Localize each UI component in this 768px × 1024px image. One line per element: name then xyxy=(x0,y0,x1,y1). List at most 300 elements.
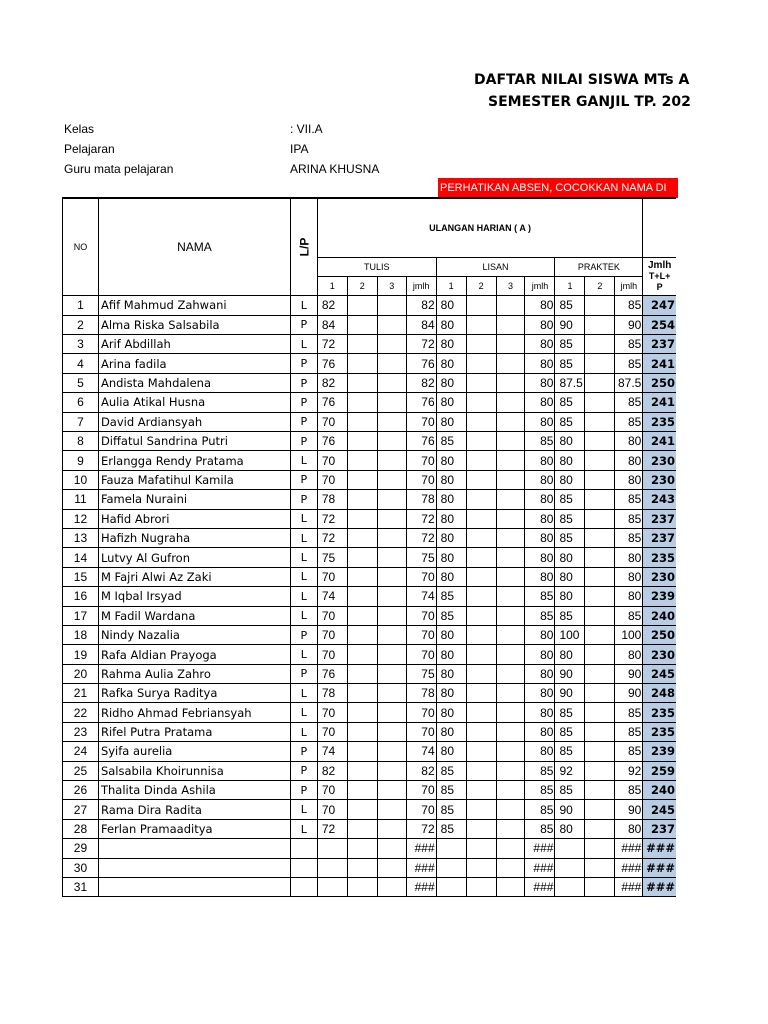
cell-no[interactable]: 8 xyxy=(63,432,99,451)
cell-empty[interactable] xyxy=(347,335,377,354)
cell-empty[interactable] xyxy=(466,819,496,838)
cell-empty[interactable] xyxy=(585,606,615,625)
cell-tj[interactable]: 70 xyxy=(406,567,436,586)
cell-l1[interactable] xyxy=(436,839,466,858)
cell-t1[interactable]: 72 xyxy=(317,528,347,547)
cell-t1[interactable]: 70 xyxy=(317,470,347,489)
cell-empty[interactable] xyxy=(466,839,496,858)
cell-tj[interactable]: 70 xyxy=(406,412,436,431)
cell-empty[interactable] xyxy=(377,684,406,703)
cell-no[interactable]: 10 xyxy=(63,470,99,489)
cell-lj[interactable]: 85 xyxy=(525,800,555,819)
cell-empty[interactable] xyxy=(585,528,615,547)
cell-empty[interactable] xyxy=(496,451,525,470)
cell-tot[interactable]: 245 xyxy=(643,664,676,683)
cell-tot[interactable]: 241 xyxy=(643,354,676,373)
cell-no[interactable]: 19 xyxy=(63,645,99,664)
cell-no[interactable]: 7 xyxy=(63,412,99,431)
cell-empty[interactable] xyxy=(585,490,615,509)
cell-nama[interactable]: Rama Dira Radita xyxy=(98,800,290,819)
cell-l1[interactable]: 80 xyxy=(436,567,466,586)
cell-l1[interactable]: 85 xyxy=(436,819,466,838)
cell-tj[interactable]: 75 xyxy=(406,548,436,567)
cell-nama[interactable]: Arif Abdillah xyxy=(98,335,290,354)
cell-lp[interactable]: L xyxy=(290,684,317,703)
cell-empty[interactable] xyxy=(585,296,615,315)
cell-nama[interactable]: Ridho Ahmad Febriansyah xyxy=(98,703,290,722)
cell-t1[interactable] xyxy=(317,858,347,877)
cell-tot[interactable]: 241 xyxy=(643,393,676,412)
cell-empty[interactable] xyxy=(377,781,406,800)
cell-t1[interactable]: 76 xyxy=(317,354,347,373)
cell-empty[interactable] xyxy=(496,548,525,567)
cell-tj[interactable]: 72 xyxy=(406,819,436,838)
cell-pj[interactable]: 87.5 xyxy=(615,373,643,392)
cell-lp[interactable]: P xyxy=(290,490,317,509)
cell-p1[interactable]: 85 xyxy=(555,781,585,800)
cell-empty[interactable] xyxy=(347,412,377,431)
cell-t1[interactable]: 70 xyxy=(317,781,347,800)
cell-p1[interactable]: 80 xyxy=(555,819,585,838)
cell-l1[interactable] xyxy=(436,858,466,877)
cell-empty[interactable] xyxy=(496,490,525,509)
cell-nama[interactable]: Rifel Putra Pratama xyxy=(98,722,290,741)
cell-tot[interactable]: 235 xyxy=(643,722,676,741)
cell-lj[interactable]: 80 xyxy=(525,490,555,509)
cell-pj[interactable]: 85 xyxy=(615,781,643,800)
cell-no[interactable]: 2 xyxy=(63,315,99,334)
cell-lj[interactable]: 80 xyxy=(525,742,555,761)
cell-empty[interactable] xyxy=(377,528,406,547)
cell-l1[interactable]: 80 xyxy=(436,354,466,373)
cell-tj[interactable]: 70 xyxy=(406,703,436,722)
cell-p1[interactable]: 90 xyxy=(555,684,585,703)
cell-empty[interactable] xyxy=(466,800,496,819)
cell-empty[interactable] xyxy=(466,335,496,354)
cell-pj[interactable]: 92 xyxy=(615,761,643,780)
cell-t1[interactable]: 70 xyxy=(317,412,347,431)
cell-t1[interactable]: 76 xyxy=(317,393,347,412)
cell-empty[interactable] xyxy=(377,335,406,354)
cell-tot[interactable]: 237 xyxy=(643,509,676,528)
cell-nama[interactable]: Hafid Abrori xyxy=(98,509,290,528)
cell-nama[interactable]: Rahma Aulia Zahro xyxy=(98,664,290,683)
cell-lj[interactable]: 80 xyxy=(525,567,555,586)
cell-empty[interactable] xyxy=(496,393,525,412)
cell-p1[interactable]: 85 xyxy=(555,335,585,354)
cell-lp[interactable]: P xyxy=(290,742,317,761)
cell-empty[interactable] xyxy=(347,451,377,470)
cell-pj[interactable]: 90 xyxy=(615,800,643,819)
cell-tj[interactable]: 74 xyxy=(406,742,436,761)
cell-no[interactable]: 29 xyxy=(63,839,99,858)
cell-pj[interactable]: 80 xyxy=(615,587,643,606)
cell-lj[interactable]: 80 xyxy=(525,315,555,334)
cell-l1[interactable]: 80 xyxy=(436,664,466,683)
cell-pj[interactable]: 90 xyxy=(615,664,643,683)
cell-lp[interactable]: L xyxy=(290,567,317,586)
cell-empty[interactable] xyxy=(496,819,525,838)
cell-empty[interactable] xyxy=(585,567,615,586)
cell-empty[interactable] xyxy=(466,761,496,780)
cell-l1[interactable] xyxy=(436,878,466,897)
cell-empty[interactable] xyxy=(377,645,406,664)
cell-pj[interactable]: 90 xyxy=(615,684,643,703)
cell-empty[interactable] xyxy=(347,664,377,683)
cell-empty[interactable] xyxy=(377,548,406,567)
cell-p1[interactable]: 80 xyxy=(555,451,585,470)
cell-lp[interactable]: P xyxy=(290,412,317,431)
cell-empty[interactable] xyxy=(496,858,525,877)
cell-tot[interactable]: 237 xyxy=(643,528,676,547)
cell-tj[interactable]: 84 xyxy=(406,315,436,334)
cell-empty[interactable] xyxy=(466,567,496,586)
cell-empty[interactable] xyxy=(466,315,496,334)
cell-empty[interactable] xyxy=(585,722,615,741)
cell-empty[interactable] xyxy=(377,800,406,819)
cell-t1[interactable]: 70 xyxy=(317,625,347,644)
cell-empty[interactable] xyxy=(347,800,377,819)
cell-nama[interactable]: Alma Riska Salsabila xyxy=(98,315,290,334)
cell-lp[interactable] xyxy=(290,858,317,877)
cell-empty[interactable] xyxy=(377,412,406,431)
cell-tj[interactable]: 74 xyxy=(406,587,436,606)
cell-p1[interactable]: 80 xyxy=(555,548,585,567)
cell-lp[interactable]: L xyxy=(290,819,317,838)
cell-nama[interactable]: Ferlan Pramaaditya xyxy=(98,819,290,838)
cell-lj[interactable]: ### xyxy=(525,839,555,858)
cell-empty[interactable] xyxy=(377,839,406,858)
cell-empty[interactable] xyxy=(347,839,377,858)
cell-l1[interactable]: 80 xyxy=(436,684,466,703)
cell-tj[interactable]: 72 xyxy=(406,509,436,528)
cell-empty[interactable] xyxy=(377,703,406,722)
cell-no[interactable]: 28 xyxy=(63,819,99,838)
cell-p1[interactable]: 80 xyxy=(555,470,585,489)
cell-tot[interactable]: 237 xyxy=(643,819,676,838)
cell-no[interactable]: 22 xyxy=(63,703,99,722)
cell-empty[interactable] xyxy=(466,432,496,451)
cell-t1[interactable]: 70 xyxy=(317,451,347,470)
cell-p1[interactable]: 80 xyxy=(555,567,585,586)
cell-pj[interactable]: 90 xyxy=(615,315,643,334)
cell-lj[interactable]: 80 xyxy=(525,509,555,528)
cell-t1[interactable]: 70 xyxy=(317,567,347,586)
cell-pj[interactable]: 85 xyxy=(615,606,643,625)
cell-pj[interactable]: 80 xyxy=(615,645,643,664)
cell-empty[interactable] xyxy=(377,606,406,625)
cell-nama[interactable] xyxy=(98,839,290,858)
cell-t1[interactable]: 72 xyxy=(317,819,347,838)
cell-empty[interactable] xyxy=(496,315,525,334)
cell-nama[interactable]: M Iqbal Irsyad xyxy=(98,587,290,606)
cell-empty[interactable] xyxy=(377,587,406,606)
cell-pj[interactable]: 100 xyxy=(615,625,643,644)
cell-l1[interactable]: 80 xyxy=(436,509,466,528)
cell-empty[interactable] xyxy=(347,354,377,373)
cell-l1[interactable]: 80 xyxy=(436,335,466,354)
cell-empty[interactable] xyxy=(585,819,615,838)
cell-lj[interactable]: 85 xyxy=(525,761,555,780)
cell-t1[interactable]: 76 xyxy=(317,432,347,451)
cell-tj[interactable]: 70 xyxy=(406,645,436,664)
cell-l1[interactable]: 80 xyxy=(436,315,466,334)
cell-empty[interactable] xyxy=(377,470,406,489)
cell-empty[interactable] xyxy=(496,509,525,528)
cell-no[interactable]: 14 xyxy=(63,548,99,567)
cell-empty[interactable] xyxy=(466,412,496,431)
cell-empty[interactable] xyxy=(377,722,406,741)
cell-empty[interactable] xyxy=(347,703,377,722)
cell-empty[interactable] xyxy=(466,587,496,606)
cell-empty[interactable] xyxy=(496,839,525,858)
cell-pj[interactable]: 85 xyxy=(615,490,643,509)
cell-nama[interactable]: M Fajri Alwi Az Zaki xyxy=(98,567,290,586)
cell-lp[interactable]: P xyxy=(290,373,317,392)
cell-nama[interactable]: Thalita Dinda Ashila xyxy=(98,781,290,800)
cell-l1[interactable]: 85 xyxy=(436,781,466,800)
cell-empty[interactable] xyxy=(496,354,525,373)
cell-tot[interactable]: ### xyxy=(643,878,676,897)
cell-tj[interactable]: 70 xyxy=(406,625,436,644)
cell-t1[interactable]: 72 xyxy=(317,509,347,528)
cell-empty[interactable] xyxy=(496,432,525,451)
cell-tj[interactable]: 76 xyxy=(406,354,436,373)
cell-empty[interactable] xyxy=(496,606,525,625)
cell-nama[interactable]: Arina fadila xyxy=(98,354,290,373)
cell-p1[interactable]: 90 xyxy=(555,664,585,683)
cell-empty[interactable] xyxy=(347,296,377,315)
cell-tot[interactable]: 235 xyxy=(643,548,676,567)
cell-empty[interactable] xyxy=(347,567,377,586)
cell-p1[interactable]: 85 xyxy=(555,354,585,373)
cell-p1[interactable] xyxy=(555,839,585,858)
cell-p1[interactable]: 90 xyxy=(555,800,585,819)
cell-lj[interactable]: 85 xyxy=(525,432,555,451)
cell-empty[interactable] xyxy=(585,451,615,470)
cell-empty[interactable] xyxy=(347,761,377,780)
cell-t1[interactable]: 82 xyxy=(317,373,347,392)
cell-empty[interactable] xyxy=(496,587,525,606)
cell-empty[interactable] xyxy=(347,606,377,625)
cell-nama[interactable]: Salsabila Khoirunnisa xyxy=(98,761,290,780)
cell-lj[interactable]: 80 xyxy=(525,354,555,373)
cell-lp[interactable]: L xyxy=(290,587,317,606)
cell-lp[interactable]: P xyxy=(290,470,317,489)
cell-no[interactable]: 23 xyxy=(63,722,99,741)
cell-tot[interactable]: 235 xyxy=(643,412,676,431)
cell-tj[interactable]: 75 xyxy=(406,664,436,683)
cell-empty[interactable] xyxy=(466,858,496,877)
cell-t1[interactable]: 70 xyxy=(317,722,347,741)
cell-lj[interactable]: 80 xyxy=(525,645,555,664)
cell-empty[interactable] xyxy=(496,528,525,547)
cell-tj[interactable]: 70 xyxy=(406,722,436,741)
cell-empty[interactable] xyxy=(496,722,525,741)
cell-tot[interactable]: 237 xyxy=(643,335,676,354)
cell-lj[interactable]: 80 xyxy=(525,703,555,722)
cell-nama[interactable]: M Fadil Wardana xyxy=(98,606,290,625)
cell-nama[interactable]: Andista Mahdalena xyxy=(98,373,290,392)
cell-lj[interactable]: 85 xyxy=(525,606,555,625)
cell-empty[interactable] xyxy=(466,606,496,625)
cell-l1[interactable]: 85 xyxy=(436,606,466,625)
cell-pj[interactable]: 85 xyxy=(615,354,643,373)
cell-p1[interactable]: 85 xyxy=(555,296,585,315)
cell-lp[interactable]: L xyxy=(290,509,317,528)
cell-lj[interactable]: 80 xyxy=(525,335,555,354)
cell-empty[interactable] xyxy=(347,645,377,664)
cell-empty[interactable] xyxy=(496,878,525,897)
cell-p1[interactable]: 85 xyxy=(555,412,585,431)
cell-empty[interactable] xyxy=(377,509,406,528)
cell-p1[interactable]: 85 xyxy=(555,606,585,625)
cell-pj[interactable]: 80 xyxy=(615,548,643,567)
cell-empty[interactable] xyxy=(585,373,615,392)
cell-empty[interactable] xyxy=(466,625,496,644)
cell-t1[interactable]: 74 xyxy=(317,587,347,606)
cell-nama[interactable] xyxy=(98,858,290,877)
cell-l1[interactable]: 80 xyxy=(436,470,466,489)
cell-empty[interactable] xyxy=(585,315,615,334)
cell-lp[interactable]: L xyxy=(290,800,317,819)
cell-nama[interactable]: Diffatul Sandrina Putri xyxy=(98,432,290,451)
cell-pj[interactable]: 85 xyxy=(615,703,643,722)
cell-tot[interactable]: 230 xyxy=(643,645,676,664)
cell-empty[interactable] xyxy=(585,703,615,722)
cell-empty[interactable] xyxy=(496,335,525,354)
cell-no[interactable]: 21 xyxy=(63,684,99,703)
cell-empty[interactable] xyxy=(585,509,615,528)
cell-lp[interactable]: P xyxy=(290,781,317,800)
cell-empty[interactable] xyxy=(585,664,615,683)
cell-pj[interactable]: 80 xyxy=(615,567,643,586)
cell-empty[interactable] xyxy=(377,567,406,586)
cell-empty[interactable] xyxy=(585,625,615,644)
cell-t1[interactable] xyxy=(317,839,347,858)
cell-p1[interactable]: 85 xyxy=(555,722,585,741)
cell-tot[interactable]: ### xyxy=(643,858,676,877)
cell-l1[interactable]: 85 xyxy=(436,587,466,606)
cell-lp[interactable]: P xyxy=(290,354,317,373)
cell-empty[interactable] xyxy=(377,742,406,761)
cell-empty[interactable] xyxy=(347,684,377,703)
cell-tj[interactable]: 70 xyxy=(406,781,436,800)
cell-p1[interactable]: 85 xyxy=(555,490,585,509)
cell-empty[interactable] xyxy=(585,335,615,354)
cell-tj[interactable]: 70 xyxy=(406,451,436,470)
cell-lj[interactable]: 80 xyxy=(525,412,555,431)
cell-empty[interactable] xyxy=(585,412,615,431)
cell-empty[interactable] xyxy=(496,684,525,703)
cell-no[interactable]: 20 xyxy=(63,664,99,683)
cell-t1[interactable]: 84 xyxy=(317,315,347,334)
cell-p1[interactable]: 92 xyxy=(555,761,585,780)
cell-empty[interactable] xyxy=(347,432,377,451)
cell-lj[interactable]: 85 xyxy=(525,781,555,800)
cell-pj[interactable]: 85 xyxy=(615,528,643,547)
cell-no[interactable]: 6 xyxy=(63,393,99,412)
cell-empty[interactable] xyxy=(466,470,496,489)
cell-p1[interactable]: 85 xyxy=(555,703,585,722)
cell-empty[interactable] xyxy=(347,315,377,334)
cell-tj[interactable]: 72 xyxy=(406,335,436,354)
cell-l1[interactable]: 80 xyxy=(436,451,466,470)
cell-empty[interactable] xyxy=(466,645,496,664)
cell-empty[interactable] xyxy=(466,296,496,315)
cell-p1[interactable]: 85 xyxy=(555,742,585,761)
cell-empty[interactable] xyxy=(585,432,615,451)
cell-empty[interactable] xyxy=(466,781,496,800)
cell-t1[interactable]: 82 xyxy=(317,761,347,780)
cell-no[interactable]: 3 xyxy=(63,335,99,354)
cell-pj[interactable]: 85 xyxy=(615,509,643,528)
cell-pj[interactable]: 80 xyxy=(615,819,643,838)
cell-lp[interactable]: L xyxy=(290,528,317,547)
cell-empty[interactable] xyxy=(466,528,496,547)
cell-empty[interactable] xyxy=(466,451,496,470)
cell-no[interactable]: 4 xyxy=(63,354,99,373)
cell-nama[interactable]: Fauza Mafatihul Kamila xyxy=(98,470,290,489)
cell-lj[interactable]: 80 xyxy=(525,625,555,644)
cell-t1[interactable]: 70 xyxy=(317,645,347,664)
cell-nama[interactable]: Erlangga Rendy Pratama xyxy=(98,451,290,470)
cell-empty[interactable] xyxy=(496,296,525,315)
cell-no[interactable]: 13 xyxy=(63,528,99,547)
cell-empty[interactable] xyxy=(466,878,496,897)
cell-t1[interactable]: 78 xyxy=(317,490,347,509)
cell-pj[interactable]: ### xyxy=(615,878,643,897)
cell-empty[interactable] xyxy=(347,528,377,547)
cell-empty[interactable] xyxy=(466,548,496,567)
cell-tj[interactable]: 70 xyxy=(406,800,436,819)
cell-tot[interactable]: 230 xyxy=(643,567,676,586)
cell-empty[interactable] xyxy=(496,470,525,489)
cell-lp[interactable]: L xyxy=(290,548,317,567)
cell-empty[interactable] xyxy=(377,393,406,412)
cell-no[interactable]: 25 xyxy=(63,761,99,780)
cell-empty[interactable] xyxy=(347,509,377,528)
cell-lj[interactable]: ### xyxy=(525,858,555,877)
cell-empty[interactable] xyxy=(377,819,406,838)
cell-empty[interactable] xyxy=(496,373,525,392)
cell-tot[interactable]: 248 xyxy=(643,684,676,703)
cell-lp[interactable]: P xyxy=(290,315,317,334)
cell-empty[interactable] xyxy=(347,878,377,897)
cell-empty[interactable] xyxy=(585,354,615,373)
cell-nama[interactable]: Rafa Aldian Prayoga xyxy=(98,645,290,664)
cell-empty[interactable] xyxy=(377,296,406,315)
cell-nama[interactable]: David Ardiansyah xyxy=(98,412,290,431)
cell-empty[interactable] xyxy=(585,587,615,606)
cell-t1[interactable]: 74 xyxy=(317,742,347,761)
cell-no[interactable]: 5 xyxy=(63,373,99,392)
cell-empty[interactable] xyxy=(347,373,377,392)
cell-empty[interactable] xyxy=(496,412,525,431)
cell-nama[interactable]: Famela Nuraini xyxy=(98,490,290,509)
cell-lj[interactable]: 80 xyxy=(525,373,555,392)
cell-empty[interactable] xyxy=(585,470,615,489)
cell-tj[interactable]: 82 xyxy=(406,761,436,780)
cell-tj[interactable]: ### xyxy=(406,878,436,897)
cell-p1[interactable]: 85 xyxy=(555,509,585,528)
cell-no[interactable]: 17 xyxy=(63,606,99,625)
cell-empty[interactable] xyxy=(377,490,406,509)
cell-lp[interactable]: L xyxy=(290,296,317,315)
cell-tot[interactable]: ### xyxy=(643,839,676,858)
cell-empty[interactable] xyxy=(347,587,377,606)
cell-tot[interactable]: 239 xyxy=(643,742,676,761)
